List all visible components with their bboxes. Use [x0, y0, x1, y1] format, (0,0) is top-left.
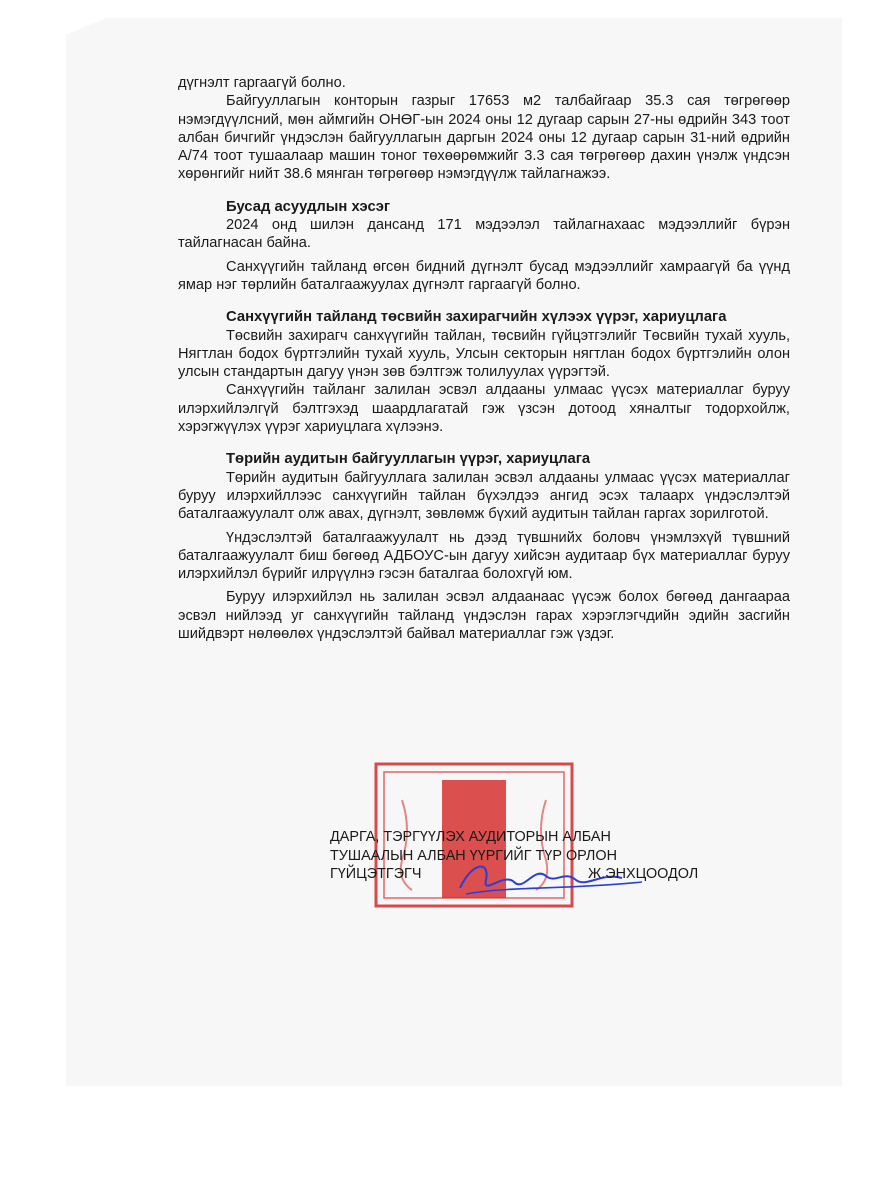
paragraph-glass-account: 2024 онд шилэн дансанд 171 мэдээлэл тайлагнахаас мэдээллийг бүрэн тайлагнасан байна.	[178, 217, 790, 252]
section-heading-budget-manager: Санхүүгийн тайланд төсвийн захирагчийн хүлээх үүрэг, хариуцлага	[226, 309, 727, 326]
signer-title-line-2: ТУШААЛЫН АЛБАН ҮҮРГИЙГ ТҮР ОРЛОН	[330, 847, 617, 864]
paragraph-audit-objective: Төрийн аудитын байгууллага залилан эсвэл алдааны улмаас үүсэх материаллаг буруу илэрхийллээс санхүүгийн тайлан бүхэлдээ ангид эсэх талаарх үндэслэлтэй баталгаажуулалт олж авах, дүгнэлт, зөвлөмж бүхий аудитын тайлан гаргах зорилготой.	[178, 469, 790, 523]
paragraph-assets: Байгууллагын конторын газрыг 17653 м2 талбайгаар 35.3 сая төгрөгөөр нэмэгдүүлсний, мөн аймгийн ОНӨГ-ын 2024 оны 12 дугаар сарын 27-ны өдрийн 343 тоот албан бичгийг үндэслэн байгууллагын даргын 2024 оны 12 дугаар сарын 31-ний өдрийн А/74 тоот тушаалаар машин тоног төхөөрөмжийг 3.3 сая төгрөгөөр дахин үнэлж үндсэн хөрөнгийг нийт 38.6 мянган төгрөгөөр нэмэгдүүлж тайлагнажээ.	[178, 93, 790, 183]
paragraph-intro: дүгнэлт гаргаагүй болно.	[178, 75, 346, 91]
signer-title-line-1: ДАРГА, ТЭРГҮҮЛЭХ АУДИТОРЫН АЛБАН	[330, 829, 611, 845]
paragraph-reasonable-assurance: Үндэслэлтэй баталгаажуулалт нь дээд түвшнийх боловч үнэмлэхүй түвшний баталгаажуулалт биш бөгөөд АДБОУС-ын дагуу хийсэн аудитаар бүх материаллаг буруу илэрхийлэл бүрийг илрүүлнэ гэсэн баталгаа болохгүй юм.	[178, 529, 790, 583]
signer-title-line-3: ГҮЙЦЭТГЭГЧ	[330, 866, 422, 882]
paragraph-manager-duty: Төсвийн захирагч санхүүгийн тайлан, төсвийн гүйцэтгэлийг Төсвийн тухай хууль, Нягтлан бодох бүртгэлийн тухай хууль, Улсын секторын нягтлан бодох бүртгэлийн олон улсын стандартын дагуу үнэн зөв бэлтгэж толилуулах үүрэгтэй.	[178, 327, 790, 381]
section-heading-audit-org: Төрийн аудитын байгууллагын үүрэг, хариуцлага	[226, 451, 591, 468]
signature-block	[330, 828, 730, 884]
document-body	[178, 74, 790, 643]
paragraph-opinion-scope: Санхүүгийн тайланд өгсөн бидний дүгнэлт бусад мэдээллийг хамраагүй ба үүнд ямар нэг төрлийн баталгаажуулах дүгнэлт гаргаагүй болно.	[178, 258, 790, 293]
paragraph-internal-control: Санхүүгийн тайланг залилан эсвэл алдааны улмаас үүсэх материаллаг буруу илэрхийлэлгүй бэлтгэхэд шаардлагатай гэж үзсэн дотоод хяналтыг тодорхойлж, хэрэгжүүлэх үүрэг хариуцлага хүлээнэ.	[178, 382, 790, 436]
page-corner-fold	[0, 0, 150, 62]
section-heading-other-matters: Бусад асуудлын хэсэг	[226, 198, 391, 215]
signer-name: Ж.ЭНХЦООДОЛ	[588, 866, 699, 882]
paragraph-misstatement: Буруу илэрхийлэл нь залилан эсвэл алдаанаас үүсэж болох бөгөөд дангаараа эсвэл нийлээд уг санхүүгийн тайланд үндэслэн гарах хэрэглэгчдийн эдийн засгийн шийдвэрт нөлөөлөх үндэслэлтэй байвал материаллаг гэж үздэг.	[178, 589, 790, 643]
